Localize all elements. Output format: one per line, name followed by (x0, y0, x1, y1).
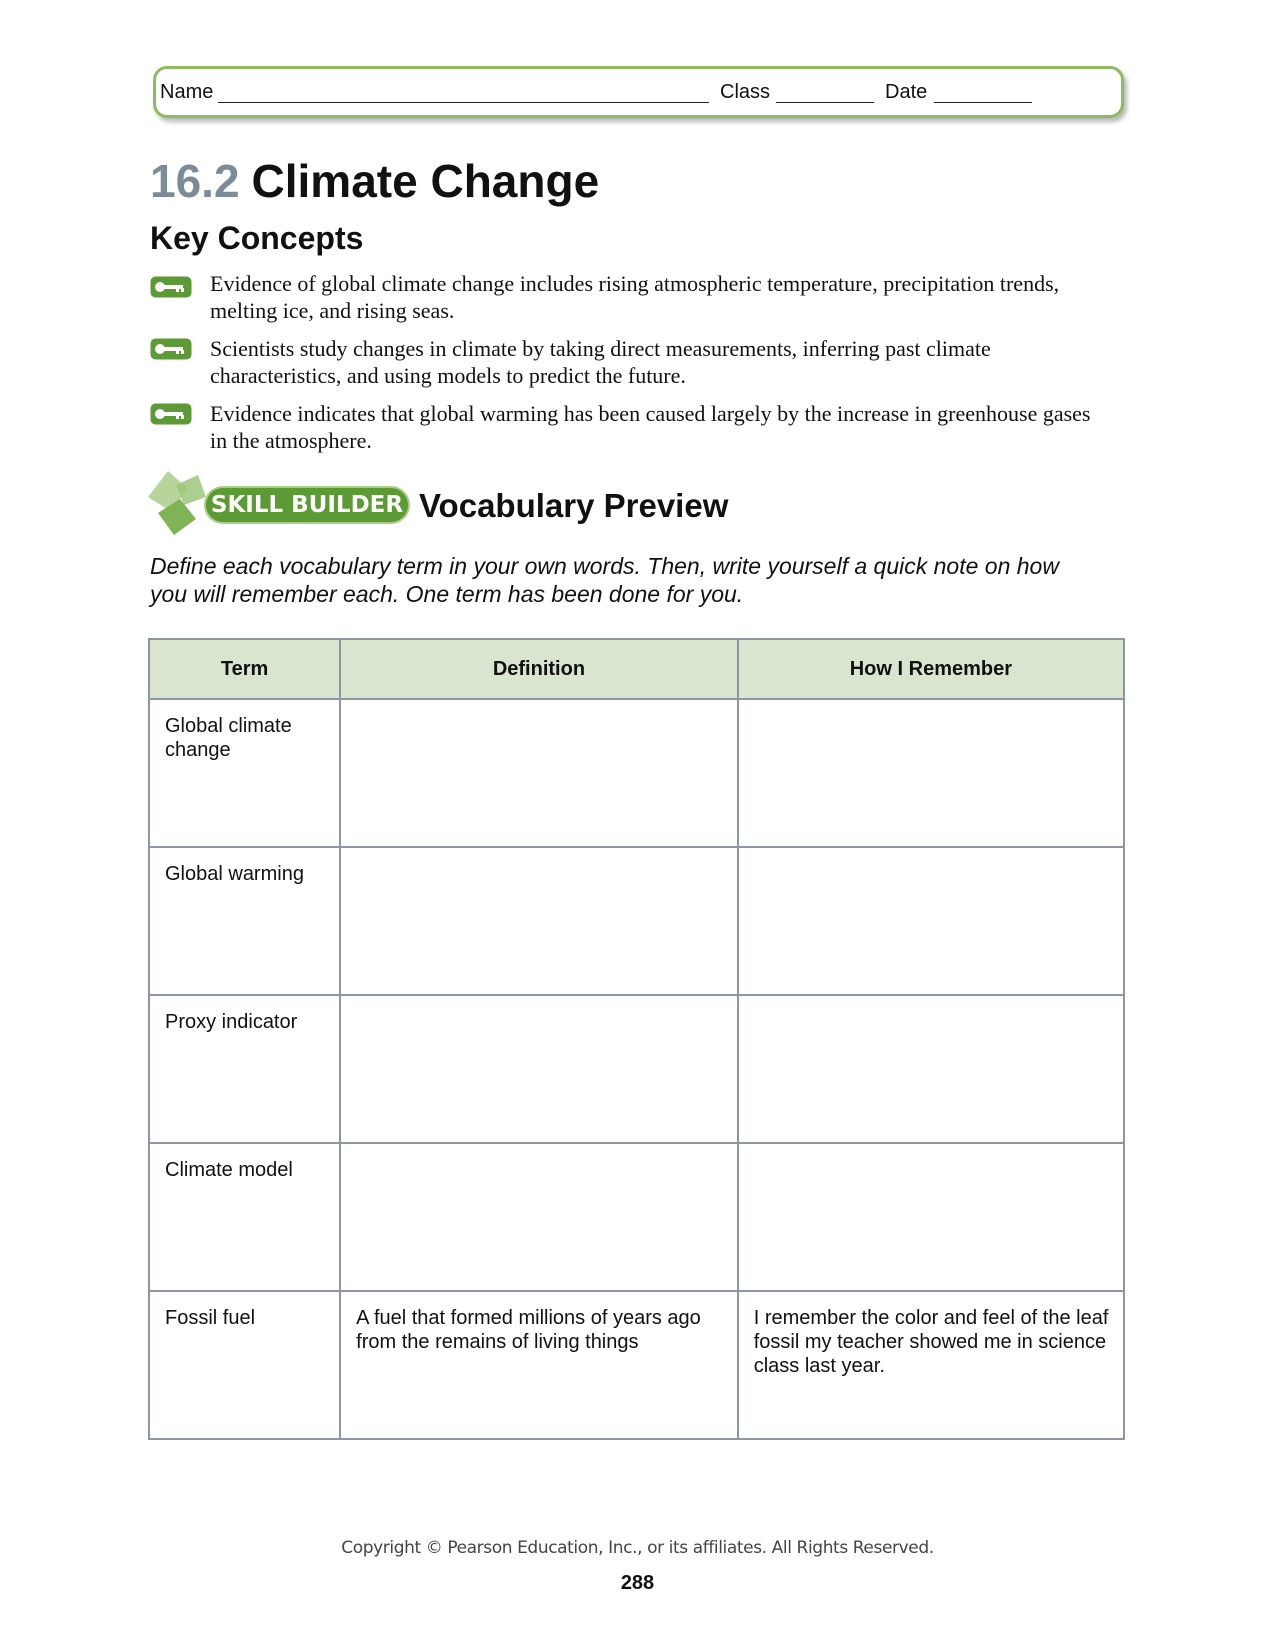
key-concept-2: Scientists study changes in climate by taking direct measurements, inferring past climate characteristics, and using models to predict the future. (210, 336, 991, 388)
section-title: Climate Change (251, 155, 600, 207)
remember-cell[interactable] (738, 847, 1124, 995)
term-cell: Global climate change (149, 699, 340, 847)
vocabulary-table (148, 638, 1125, 1440)
page-title (150, 155, 600, 207)
definition-cell: A fuel that formed millions of years ago from the remains of living things (340, 1291, 738, 1439)
date-label: Date (885, 81, 928, 103)
table-row (149, 847, 1124, 995)
section-number: 16.2 (150, 155, 240, 207)
key-icon (150, 403, 192, 425)
key-icon (150, 276, 192, 298)
page-number: 288 (620, 1572, 655, 1594)
table-row (149, 1143, 1124, 1291)
name-label: Name (160, 81, 214, 103)
term-cell: Proxy indicator (149, 995, 340, 1143)
remember-cell[interactable] (738, 699, 1124, 847)
remember-cell[interactable] (738, 995, 1124, 1143)
header-how-i-remember: How I Remember (738, 639, 1124, 699)
table-row (149, 1291, 1124, 1439)
table-row (149, 995, 1124, 1143)
key-icon (150, 338, 192, 360)
term-cell: Climate model (149, 1143, 340, 1291)
date-field[interactable] (934, 102, 1032, 103)
student-info-box (153, 66, 1124, 118)
skill-builder-badge: SKILL BUILDER (206, 488, 408, 522)
header-term: Term (149, 639, 340, 699)
key-concept-3: Evidence indicates that global warming has been caused largely by the increase in greenhouse gases in the atmosphere. (210, 401, 1091, 453)
key-concept-1: Evidence of global climate change includes rising atmospheric temperature, precipitation trends, melting ice, and rising seas. (210, 271, 1060, 323)
skill-builder-graphic (146, 467, 210, 539)
key-concepts-heading: Key Concepts (150, 220, 364, 256)
vocabulary-preview-heading: Vocabulary Preview (419, 487, 729, 524)
definition-cell[interactable] (340, 1143, 738, 1291)
copyright-notice: Copyright © Pearson Education, Inc., or its affiliates. All Rights Reserved. (341, 1538, 934, 1558)
definition-cell[interactable] (340, 995, 738, 1143)
header-definition: Definition (340, 639, 738, 699)
remember-cell[interactable] (738, 1143, 1124, 1291)
definition-cell[interactable] (340, 699, 738, 847)
remember-cell: I remember the color and feel of the leaf fossil my teacher showed me in science class last year. (738, 1291, 1124, 1439)
term-cell: Fossil fuel (149, 1291, 340, 1439)
instructions: Define each vocabulary term in your own words. Then, write yourself a quick note on how you will remember each. One term has been done for you. (150, 553, 1059, 607)
term-cell: Global warming (149, 847, 340, 995)
definition-cell[interactable] (340, 847, 738, 995)
name-field[interactable] (218, 102, 709, 103)
table-header-row (149, 639, 1124, 699)
class-field[interactable] (776, 102, 874, 103)
class-label: Class (720, 81, 771, 103)
table-row (149, 699, 1124, 847)
